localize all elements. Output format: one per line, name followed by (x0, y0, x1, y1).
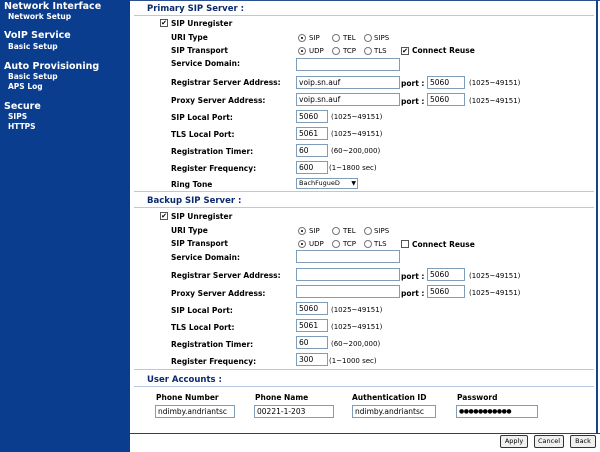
primary-proxy-label: Proxy Server Address: (171, 96, 266, 105)
backup-reg-freq-range: (1~1000 sec) (329, 357, 377, 365)
primary-transport-tls-label: TLS (374, 47, 387, 55)
backup-tls-local-port-label: TLS Local Port: (171, 323, 235, 332)
cancel-button[interactable]: Cancel (534, 435, 564, 448)
main-right-border (596, 0, 598, 434)
primary-section-title: Primary SIP Server : (147, 4, 245, 14)
primary-reg-freq-input[interactable]: 600 (296, 161, 328, 174)
backup-uri-tel-label: TEL (343, 227, 356, 235)
sidebar (0, 0, 130, 452)
primary-transport-udp-radio[interactable] (298, 47, 306, 55)
primary-registrar-port-label: port : (401, 79, 425, 88)
primary-proxy-port-range: (1025~49151) (469, 97, 521, 105)
backup-tls-local-port-input[interactable]: 5061 (296, 319, 328, 332)
backup-transport-udp-label: UDP (309, 240, 324, 248)
backup-uri-tel-radio[interactable] (332, 227, 340, 235)
accounts-password-header: Password (457, 393, 498, 402)
primary-sip-local-port-input[interactable]: 5060 (296, 110, 328, 123)
nav-https[interactable]: HTTPS (8, 122, 36, 131)
primary-service-domain-input[interactable] (296, 58, 400, 71)
backup-reg-timer-range: (60~200,000) (331, 340, 381, 348)
primary-service-domain-label: Service Domain: (171, 59, 240, 68)
primary-registrar-port-range: (1025~49151) (469, 79, 521, 87)
backup-registrar-label: Registrar Server Address: (171, 271, 281, 280)
backup-connect-reuse-label: Connect Reuse (412, 240, 475, 249)
primary-uri-sip-label: SIP (309, 34, 320, 42)
back-button[interactable]: Back (570, 435, 596, 448)
primary-proxy-port-label: port : (401, 97, 425, 106)
backup-sip-unregister-label: SIP Unregister (171, 212, 233, 221)
backup-sip-unregister-checkbox[interactable]: ✔ (161, 212, 167, 220)
backup-sip-local-port-range: (1025~49151) (331, 306, 383, 314)
accounts-top-divider (134, 369, 594, 370)
backup-transport-tcp-label: TCP (343, 240, 356, 248)
accounts-section-title: User Accounts : (147, 375, 222, 385)
primary-transport-label: SIP Transport (171, 46, 228, 55)
primary-uri-sips-label: SIPS (374, 34, 390, 42)
nav-network-setup[interactable]: Network Setup (8, 12, 72, 21)
backup-uri-sip-label: SIP (309, 227, 320, 235)
backup-proxy-input[interactable] (296, 285, 400, 298)
primary-sip-local-port-label: SIP Local Port: (171, 113, 233, 122)
backup-proxy-port-input[interactable]: 5060 (427, 285, 465, 298)
primary-transport-udp-label: UDP (309, 47, 324, 55)
chevron-down-icon: ▼ (351, 180, 356, 187)
primary-tls-local-port-label: TLS Local Port: (171, 130, 235, 139)
phone-name-input[interactable]: 00221-1-203 (254, 405, 334, 418)
backup-registrar-port-range: (1025~49151) (469, 272, 521, 280)
primary-uri-tel-radio[interactable] (332, 34, 340, 42)
primary-reg-freq-range: (1~1800 sec) (329, 164, 377, 172)
backup-sip-local-port-input[interactable]: 5060 (296, 302, 328, 315)
primary-reg-timer-range: (60~200,000) (331, 147, 381, 155)
backup-proxy-label: Proxy Server Address: (171, 289, 266, 298)
primary-registrar-label: Registrar Server Address: (171, 78, 281, 87)
primary-registrar-input[interactable]: voip.sn.auf (296, 76, 400, 89)
primary-sip-local-port-range: (1025~49151) (331, 113, 383, 121)
accounts-phone-number-header: Phone Number (156, 393, 219, 402)
phone-number-input[interactable]: ndimby.andriantsc (155, 405, 235, 418)
backup-transport-label: SIP Transport (171, 239, 228, 248)
auth-id-input[interactable]: ndimby.andriantsc (352, 405, 436, 418)
primary-transport-tls-radio[interactable] (364, 47, 372, 55)
primary-transport-tcp-label: TCP (343, 47, 356, 55)
primary-connect-reuse-label: Connect Reuse (412, 46, 475, 55)
backup-uri-sips-label: SIPS (374, 227, 390, 235)
nav-network-interface[interactable]: Network Interface (4, 1, 102, 12)
primary-proxy-port-input[interactable]: 5060 (427, 93, 465, 106)
backup-transport-tls-label: TLS (374, 240, 387, 248)
backup-service-domain-input[interactable] (296, 250, 400, 263)
backup-uri-type-label: URI Type (171, 226, 208, 235)
backup-transport-tcp-radio[interactable] (332, 240, 340, 248)
primary-reg-timer-input[interactable]: 60 (296, 144, 328, 157)
accounts-divider (134, 386, 594, 387)
primary-registrar-port-input[interactable]: 5060 (427, 76, 465, 89)
primary-sip-unregister-label: SIP Unregister (171, 19, 233, 28)
nav-sips[interactable]: SIPS (8, 112, 28, 121)
primary-uri-type-label: URI Type (171, 33, 208, 42)
primary-divider (134, 15, 594, 16)
primary-ring-tone-label: Ring Tone (171, 180, 213, 189)
primary-uri-sips-radio[interactable] (364, 34, 372, 42)
password-input[interactable]: ●●●●●●●●●●● (456, 405, 538, 418)
nav-aps-log[interactable]: APS Log (8, 82, 43, 91)
backup-proxy-port-range: (1025~49151) (469, 289, 521, 297)
nav-voip-basic-setup[interactable]: Basic Setup (8, 42, 58, 51)
primary-tls-local-port-input[interactable]: 5061 (296, 127, 328, 140)
primary-sip-unregister-checkbox[interactable]: ✔ (161, 19, 167, 27)
backup-sip-local-port-label: SIP Local Port: (171, 306, 233, 315)
primary-transport-tcp-radio[interactable] (332, 47, 340, 55)
primary-reg-freq-label: Register Frequency: (171, 164, 257, 173)
primary-uri-tel-label: TEL (343, 34, 356, 42)
primary-proxy-input[interactable]: voip.sn.auf (296, 93, 400, 106)
backup-reg-timer-label: Registration Timer: (171, 340, 254, 349)
apply-button[interactable]: Apply (500, 435, 528, 448)
nav-auto-provisioning[interactable]: Auto Provisioning (4, 61, 100, 72)
backup-divider (134, 207, 594, 208)
backup-connect-reuse-checkbox[interactable] (401, 240, 409, 248)
backup-service-domain-label: Service Domain: (171, 253, 240, 262)
backup-transport-udp-radio[interactable] (298, 240, 306, 248)
primary-tls-local-port-range: (1025~49151) (331, 130, 383, 138)
backup-registrar-input[interactable] (296, 268, 400, 281)
backup-uri-sips-radio[interactable] (364, 227, 372, 235)
accounts-auth-id-header: Authentication ID (352, 393, 427, 402)
primary-uri-sip-radio[interactable] (298, 34, 306, 42)
backup-transport-tls-radio[interactable] (364, 240, 372, 248)
backup-registrar-port-input[interactable]: 5060 (427, 268, 465, 281)
backup-registrar-port-label: port : (401, 272, 425, 281)
nav-ap-basic-setup[interactable]: Basic Setup (8, 72, 58, 81)
nav-voip-service[interactable]: VoIP Service (4, 30, 71, 41)
bottom-divider (130, 433, 600, 434)
backup-reg-freq-input[interactable]: 300 (296, 353, 328, 366)
backup-section-title: Backup SIP Server : (147, 196, 242, 206)
accounts-phone-name-header: Phone Name (255, 393, 309, 402)
primary-reg-timer-label: Registration Timer: (171, 147, 254, 156)
nav-secure[interactable]: Secure (4, 101, 41, 112)
backup-tls-local-port-range: (1025~49151) (331, 323, 383, 331)
backup-proxy-port-label: port : (401, 289, 425, 298)
backup-reg-timer-input[interactable]: 60 (296, 336, 328, 349)
backup-reg-freq-label: Register Frequency: (171, 357, 257, 366)
primary-ring-tone-value: BachFugueD (299, 179, 340, 187)
main-top-border (130, 0, 600, 1)
primary-ring-tone-select[interactable] (296, 178, 358, 189)
backup-uri-sip-radio[interactable] (298, 227, 306, 235)
primary-connect-reuse-checkbox[interactable]: ✔ (402, 47, 408, 55)
backup-top-divider (134, 191, 594, 192)
